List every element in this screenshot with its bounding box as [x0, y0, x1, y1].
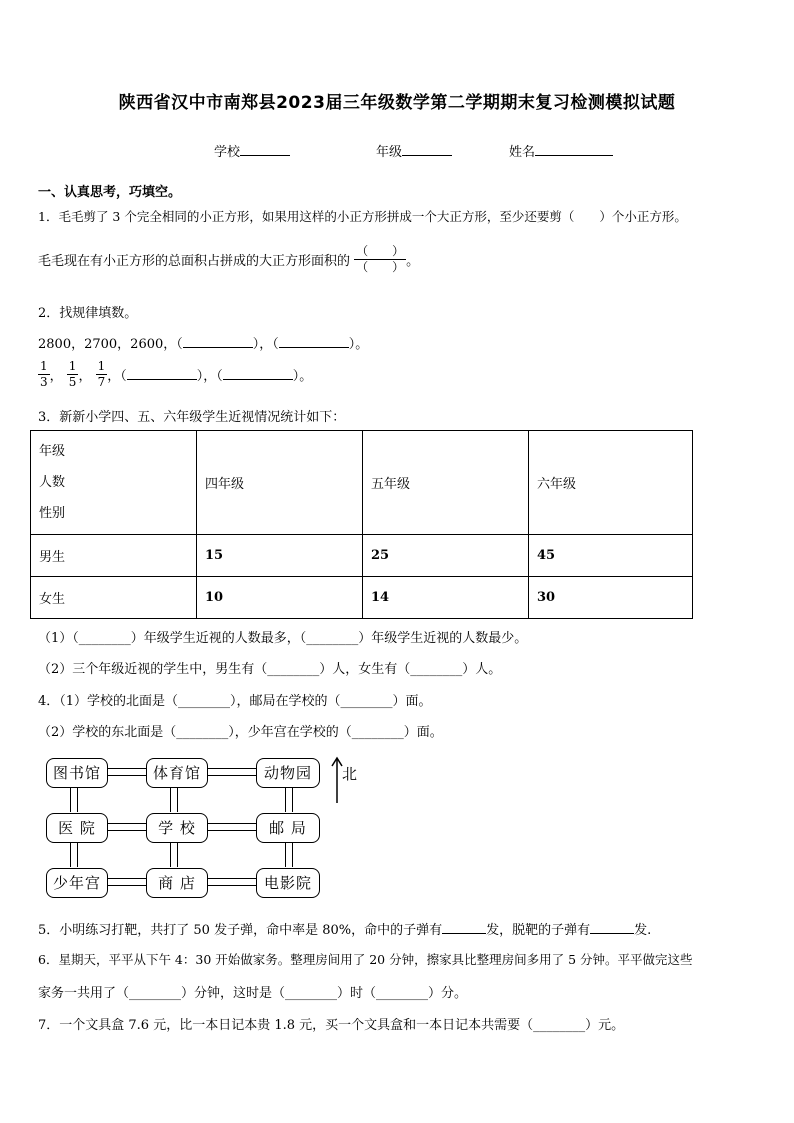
question-3-heading: 3．新新小学四、五、六年级学生近视情况统计如下：: [38, 410, 346, 425]
question-2-sequence: 2800，2700，2600，（ ），（ ）。: [38, 337, 369, 352]
road: [285, 841, 293, 867]
question-1-line2: [38, 244, 419, 275]
road: [108, 878, 148, 886]
question-4-sub2: （2）学校的东北面是（________），少年宫在学校的（________）面。: [38, 725, 443, 740]
road: [285, 786, 293, 812]
period: 。: [406, 254, 420, 269]
miss-blank[interactable]: [590, 921, 634, 934]
question-1-text: 毛毛现在有小正方形的总面积占拼成的大正方形面积的: [38, 254, 351, 269]
corner-count: 人数: [39, 475, 66, 490]
school-label: 学校: [214, 145, 241, 160]
answer-fraction[interactable]: [354, 244, 406, 275]
row-label: 男生: [31, 535, 197, 577]
fraction-den: 3: [40, 375, 48, 389]
fraction-den: 7: [97, 375, 106, 389]
column-header: 六年级: [529, 431, 693, 535]
fraction-1-3: [38, 359, 50, 390]
question-4-sub1: 4．（1）学校的北面是（________），邮局在学校的（________）面。: [38, 694, 432, 709]
road: [170, 841, 178, 867]
table-cell: 30: [529, 577, 693, 619]
corner-grade: 年级: [39, 444, 66, 459]
road: [70, 841, 78, 867]
table-row: [31, 577, 693, 619]
map-library: 图书馆: [46, 758, 108, 788]
table-row: [31, 535, 693, 577]
road: [108, 823, 148, 831]
name-label: 姓名: [509, 145, 536, 160]
table-cell: 14: [363, 577, 529, 619]
sequence-numbers: 2800，2700，2600，: [38, 337, 177, 352]
question-5-part-a: 5．小明练习打靶，共打了 50 发子弹，命中率是 80%，命中的子弹有: [38, 923, 443, 938]
school-blank[interactable]: [240, 143, 290, 156]
fraction-num: 1: [68, 359, 77, 373]
map-zoo: 动物园: [256, 758, 320, 788]
table-cell: 45: [529, 535, 693, 577]
grade-label: 年级: [376, 145, 403, 160]
fraction-blank-2[interactable]: [223, 367, 293, 380]
table-corner-cell: [31, 431, 197, 535]
road: [208, 878, 258, 886]
road: [108, 768, 148, 776]
grade-blank[interactable]: [402, 143, 452, 156]
school-field: [214, 141, 290, 160]
table-header-row: [31, 431, 693, 535]
page-title: 陕西省汉中市南郑县2023届三年级数学第二学期期末复习检测模拟试题: [118, 93, 676, 113]
column-header: 五年级: [363, 431, 529, 535]
name-field: [509, 141, 613, 160]
sequence-blank-1[interactable]: [183, 335, 253, 348]
corner-gender: 性别: [39, 506, 66, 521]
question-6-line2: 家务一共用了（________）分钟，这时是（________）时（________）分。: [38, 986, 468, 1001]
map-hospital: 医 院: [46, 813, 108, 843]
table-cell: 25: [363, 535, 529, 577]
fraction-denominator: （ ）: [356, 260, 405, 274]
fraction-numerator: （ ）: [356, 244, 405, 258]
map-youth-palace: 少年宫: [46, 868, 108, 898]
road: [208, 823, 258, 831]
hit-blank[interactable]: [442, 921, 486, 934]
grade-field: [376, 141, 452, 160]
question-5: [38, 919, 651, 938]
map-cinema: 电影院: [256, 868, 320, 898]
row-label: 女生: [31, 577, 197, 619]
question-5-part-b: 发，脱靶的子弹有: [486, 923, 591, 938]
north-label: 北: [342, 765, 358, 783]
map-shop: 商 店: [146, 868, 208, 898]
map-gym: 体育馆: [146, 758, 208, 788]
fraction-blank-1[interactable]: [127, 367, 197, 380]
road: [70, 786, 78, 812]
fraction-1-5: [67, 359, 79, 390]
question-7: 7．一个文具盒 7.6 元，比一本日记本贵 1.8 元，买一个文具盒和一本日记本共需要（________）元。: [38, 1018, 625, 1033]
question-1-line1: 1．毛毛剪了 3 个完全相同的小正方形，如果用这样的小正方形拼成一个大正方形，至少还要剪（ ）个小正方形。: [38, 209, 687, 224]
question-3-sub2: （2）三个年级近视的学生中，男生有（________）人，女生有（________）人。: [38, 662, 502, 677]
question-5-part-c: 发.: [634, 923, 652, 938]
road: [170, 786, 178, 812]
column-header: 四年级: [197, 431, 363, 535]
question-2-fractions: $\frac{1}{3}$ ， $\frac{1}{5}$ ， $\frac{1}{7}$ ，（ ），（ ）。: [40, 359, 313, 389]
question-3-sub1: （1）（________）年级学生近视的人数最多，（________）年级学生近视的人数最少。: [38, 631, 528, 646]
question-2-heading: 2．找规律填数。: [38, 306, 138, 321]
map-post-office: 邮 局: [256, 813, 320, 843]
road: [208, 768, 258, 776]
table-cell: 15: [197, 535, 363, 577]
fraction-num: 1: [40, 359, 48, 373]
name-blank[interactable]: [535, 143, 613, 156]
map-school: 学 校: [146, 813, 208, 843]
question-6-line1: 6．星期天，平平从下午 4：30 开始做家务。整理房间用了 20 分钟，擦家具比整理房间多用了 5 分钟。平平做完这些: [38, 952, 693, 967]
table-cell: 10: [197, 577, 363, 619]
fraction-den: 5: [68, 375, 77, 389]
section-heading: 一、认真思考，巧填空。: [38, 185, 182, 200]
statistics-table: [30, 430, 693, 619]
sequence-blank-2[interactable]: [279, 335, 349, 348]
fraction-1-7: [96, 359, 108, 390]
fraction-num: 1: [97, 359, 106, 373]
